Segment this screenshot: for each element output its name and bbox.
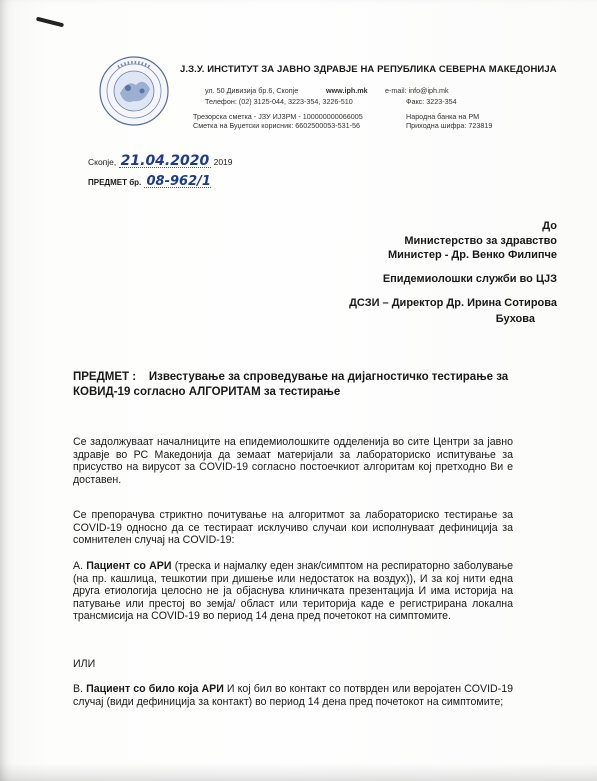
treasury-account: Трезорска сметка - ЈЗУ ИЈЗРМ - 100000000066005 [193, 112, 363, 121]
date-line [88, 153, 233, 169]
handwritten-reference: 08-962/1 [146, 174, 211, 189]
recipient-epi-services: Епидемиолошки служби во ЦЈЗ [382, 273, 557, 285]
reference-label: ПРЕДМЕТ бр. [88, 178, 142, 187]
subject-label: ПРЕДМЕТ : [73, 371, 137, 383]
recipient-ministry: Министерство за здравство [404, 235, 557, 247]
institute-email: e-mail: info@iph.mk [385, 86, 449, 95]
page-bottom-shadow [0, 763, 597, 781]
budget-account: Сметка на Буџетски корисник: 6602500053-531-56 [193, 121, 360, 130]
paragraph-recommendation: Се препорачува стриктно почитување на алгоритмот за лабораториско тестирање за COVID-19 односно да се тестираат исклучиво случаи кои исполнуваат дефиниција за сомнителен случај на COVID-19: [73, 509, 513, 547]
case-b-text: И кој бил во контакт со потврден или веројатен COVID-19 случај (види дефиниција за контакт) во период 14 дена пред почетокот на симптомите; [73, 683, 513, 708]
subject-text: Известување за спроведување на дијагностичко тестирање за КОВИД-19 согласно АЛГОРИТАМ за тестирање [73, 371, 509, 398]
institute-logo [98, 55, 170, 127]
recipient-dszi-surname: Бухова [495, 313, 535, 325]
case-definition-a [73, 560, 513, 623]
handwritten-date: 21.04.2020 [120, 153, 210, 169]
paragraph-instruction: Се задолжуваат началниците на епидемиолошките одделенија во сите Центри за јавно здравје во РС Македонија да земаат материјали за лабораториско испитување за присуство на вирусот за COVID-19 согласно постоечкиот алгоритам кој претходно Ви е доставен. [73, 436, 513, 486]
institute-phone: Телефон: (02) 3125-044, 3223-354, 3226-510 [205, 97, 353, 106]
recipient-dszi: ДСЗИ – Директор Др. Ирина Сотирова [349, 297, 557, 309]
case-a-title: Пациент со АРИ [86, 560, 172, 572]
or-separator: ИЛИ [73, 658, 96, 670]
pen-mark [36, 17, 64, 28]
case-b-title: Пациент со било која АРИ [86, 683, 224, 695]
reference-line [88, 174, 211, 189]
bank-name: Народна банка на РМ [406, 112, 480, 121]
case-a-prefix: А. [73, 560, 84, 572]
place-label: Скопје, [88, 157, 117, 167]
case-a-text: (треска и најмалку еден знак/симптом на респираторно заболување (на пр. кашлица, тешкотии при дишење или недостаток на воздух)), И за кој нити една друга етиологија целосно не ја објаснува клиничката презентација И има историја на патување или престој во земја/ област или територија каде е регистрирана локална трансмисија на COVID-19 во период 14 дена пред почетокот на симптомите. [73, 560, 514, 623]
revenue-code: Приходна шифра: 723819 [406, 121, 493, 130]
recipient-to: До [542, 220, 557, 232]
institute-address: ул. 50 Дивизија бр.6, Скопје [205, 86, 299, 95]
date-year: 2019 [213, 157, 233, 167]
institute-fax: Факс: 3223-354 [406, 97, 457, 106]
recipient-minister: Министер - Др. Венко Филипче [387, 249, 557, 261]
institute-name: Ј.З.У. ИНСТИТУТ ЗА ЈАВНО ЗДРАВЈЕ НА РЕПУБЛИКА СЕВЕРНА МАКЕДОНИЈА [180, 64, 557, 75]
institute-website: www.iph.mk [326, 86, 368, 95]
subject-heading [73, 370, 543, 400]
case-definition-b [73, 683, 513, 708]
case-b-prefix: В. [73, 683, 84, 695]
